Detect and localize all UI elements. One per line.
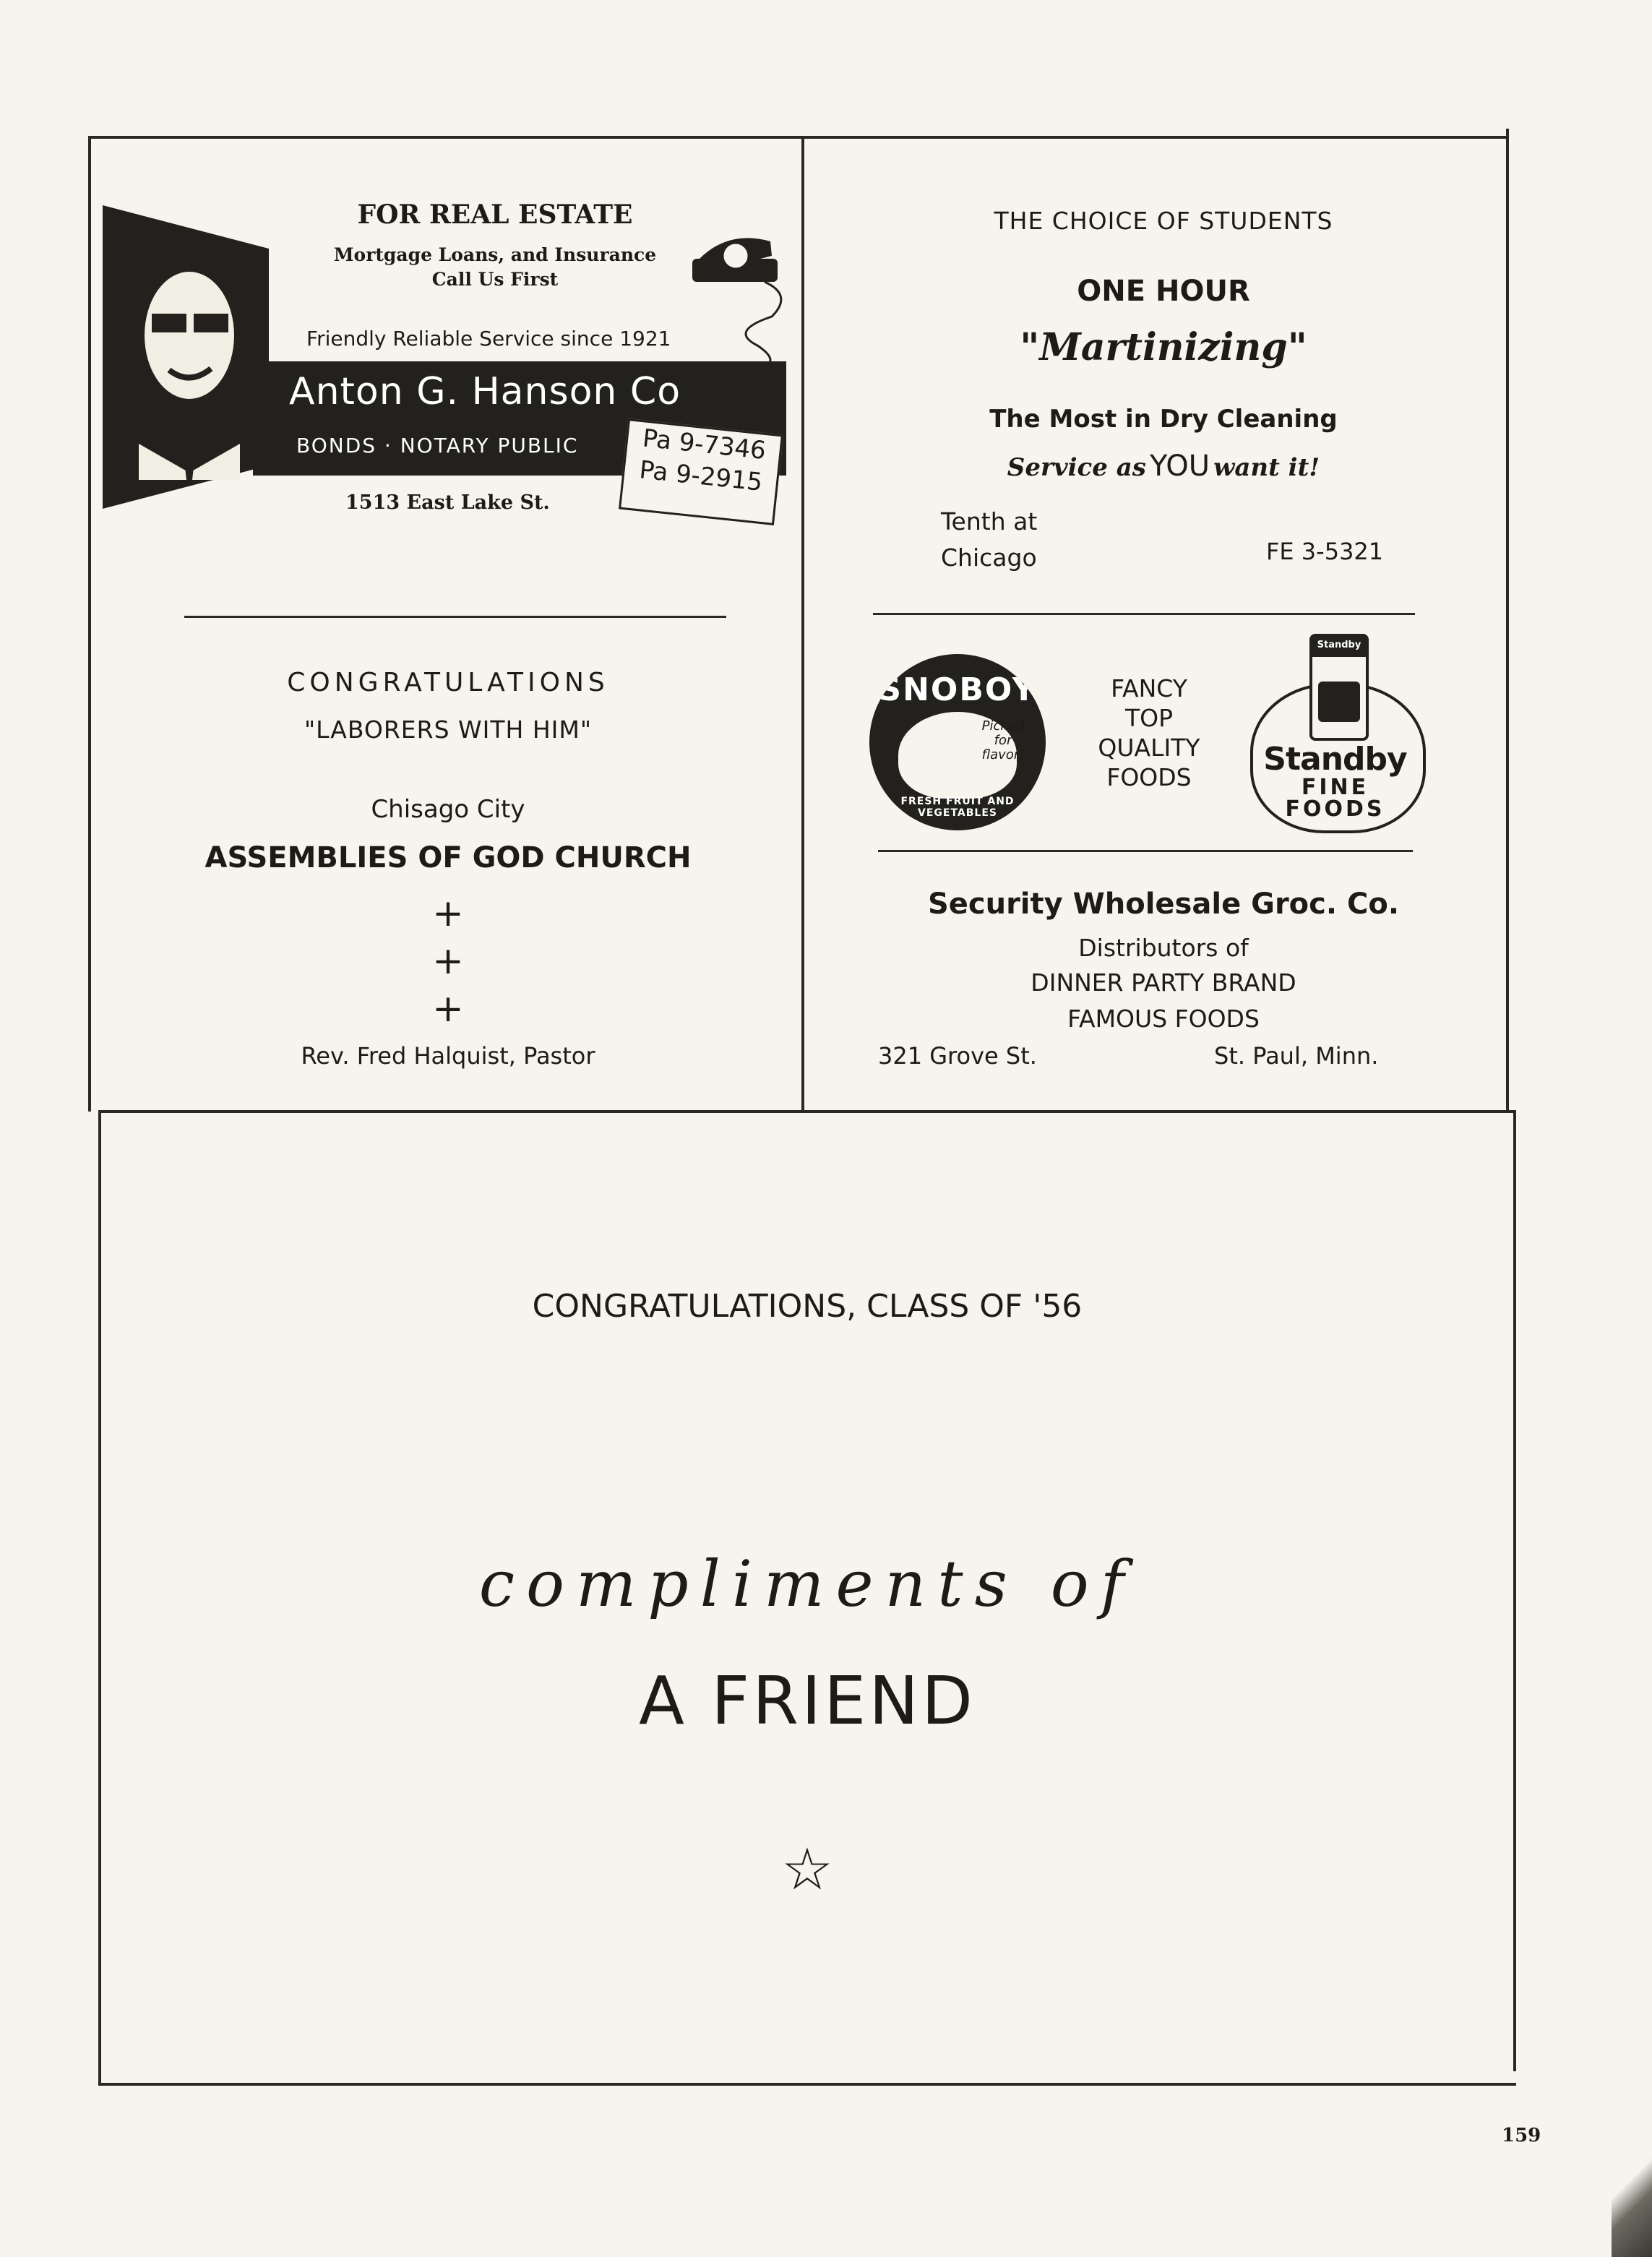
martinizing-service-you: YOU — [1150, 450, 1210, 483]
frame-bottom-line — [98, 2083, 1516, 2086]
hanson-line2: Call Us First — [431, 269, 559, 290]
friend-congrats: CONGRATULATIONS, CLASS OF '56 — [532, 1288, 1083, 1325]
church-cross-3: + — [432, 987, 464, 1031]
fancy-line-4: FOODS — [1106, 763, 1192, 791]
grocery-address: 321 Grove St. — [878, 1042, 1037, 1070]
frame-middle-line — [801, 136, 804, 1110]
hanson-divider — [184, 616, 726, 618]
standby-can-label: Standby — [1317, 640, 1361, 650]
hanson-phone-2: Pa 9-2915 — [637, 455, 765, 497]
standby-logo — [1250, 640, 1420, 831]
hanson-address: 1513 East Lake St. — [345, 491, 550, 514]
fancy-line-2: TOP — [1124, 704, 1174, 732]
martinizing-service-a: Service as — [1007, 453, 1146, 482]
hanson-phone-1: Pa 9-7346 — [641, 424, 767, 466]
page-corner-shadow — [1612, 2132, 1652, 2257]
church-cross-1: + — [432, 892, 464, 935]
martinizing-divider — [873, 613, 1415, 615]
grocery-distributors: Distributors of — [1078, 934, 1249, 962]
grocery-divider — [878, 850, 1413, 852]
frame-left-line — [88, 136, 91, 1112]
hanson-tagline: Friendly Reliable Service since 1921 — [306, 327, 671, 351]
grocery-brand-line-2: FAMOUS FOODS — [1067, 1005, 1260, 1033]
fancy-line-1: FANCY — [1111, 674, 1187, 702]
friend-name: A FRIEND — [639, 1662, 976, 1740]
grocery-company: Security Wholesale Groc. Co. — [927, 887, 1400, 921]
hanson-phone-card — [619, 418, 783, 525]
martinizing-service-b: want it! — [1213, 453, 1320, 482]
frame-middle-divider — [98, 1110, 1515, 1113]
fancy-foods-block — [1055, 674, 1243, 792]
hanson-line1: Mortgage Loans, and Insurance — [333, 244, 657, 265]
martinizing-brand: "Martinizing" — [1020, 325, 1307, 369]
martinizing-header: THE CHOICE OF STUDENTS — [994, 207, 1333, 235]
snoboy-brand: SNOBOY — [878, 671, 1037, 708]
grocery-city: St. Paul, Minn. — [1214, 1042, 1379, 1070]
martinizing-one-hour: ONE HOUR — [1077, 275, 1250, 308]
church-heading: CONGRATULATIONS — [287, 668, 609, 697]
martinizing-slogan: The Most in Dry Cleaning — [989, 405, 1338, 434]
snoboy-tagline: Picked for flavor! — [981, 718, 1025, 762]
grocery-brand-line-1: DINNER PARTY BRAND — [1031, 968, 1296, 997]
hanson-company-name: Anton G. Hanson Co — [289, 370, 681, 413]
martinizing-phone: FE 3-5321 — [1266, 538, 1384, 565]
fancy-line-3: QUALITY — [1098, 734, 1200, 762]
snoboy-band-text: FRESH FRUIT AND VEGETABLES — [900, 796, 1015, 819]
page-number: 159 — [1502, 2125, 1541, 2146]
standby-brand: Standby — [1263, 741, 1407, 778]
hanson-services: BONDS · NOTARY PUBLIC — [296, 434, 579, 457]
snoboy-logo — [869, 654, 1046, 830]
martinizing-location-2: Chicago — [941, 543, 1037, 572]
martinizing-service-line — [867, 450, 1460, 483]
standby-can-icon — [1309, 634, 1369, 741]
church-pastor: Rev. Fred Halquist, Pastor — [301, 1042, 595, 1070]
church-city: Chisago City — [371, 795, 525, 824]
frame-top-line — [88, 136, 1509, 139]
frame-lower-right-line — [1513, 1110, 1516, 2071]
church-quote: "LABORERS WITH HIM" — [304, 715, 593, 744]
church-cross-2: + — [432, 940, 464, 983]
star-icon: ☆ — [781, 1836, 833, 1903]
frame-right-line — [1506, 129, 1509, 1112]
church-name: ASSEMBLIES OF GOD CHURCH — [205, 841, 692, 874]
friend-compliments: compliments of — [478, 1547, 1136, 1621]
martinizing-location-1: Tenth at — [941, 507, 1038, 536]
standby-fine: FINE — [1301, 775, 1369, 800]
standby-foods: FOODS — [1285, 796, 1385, 822]
hanson-headline: FOR REAL ESTATE — [357, 199, 633, 230]
portrait-photo — [103, 205, 270, 509]
